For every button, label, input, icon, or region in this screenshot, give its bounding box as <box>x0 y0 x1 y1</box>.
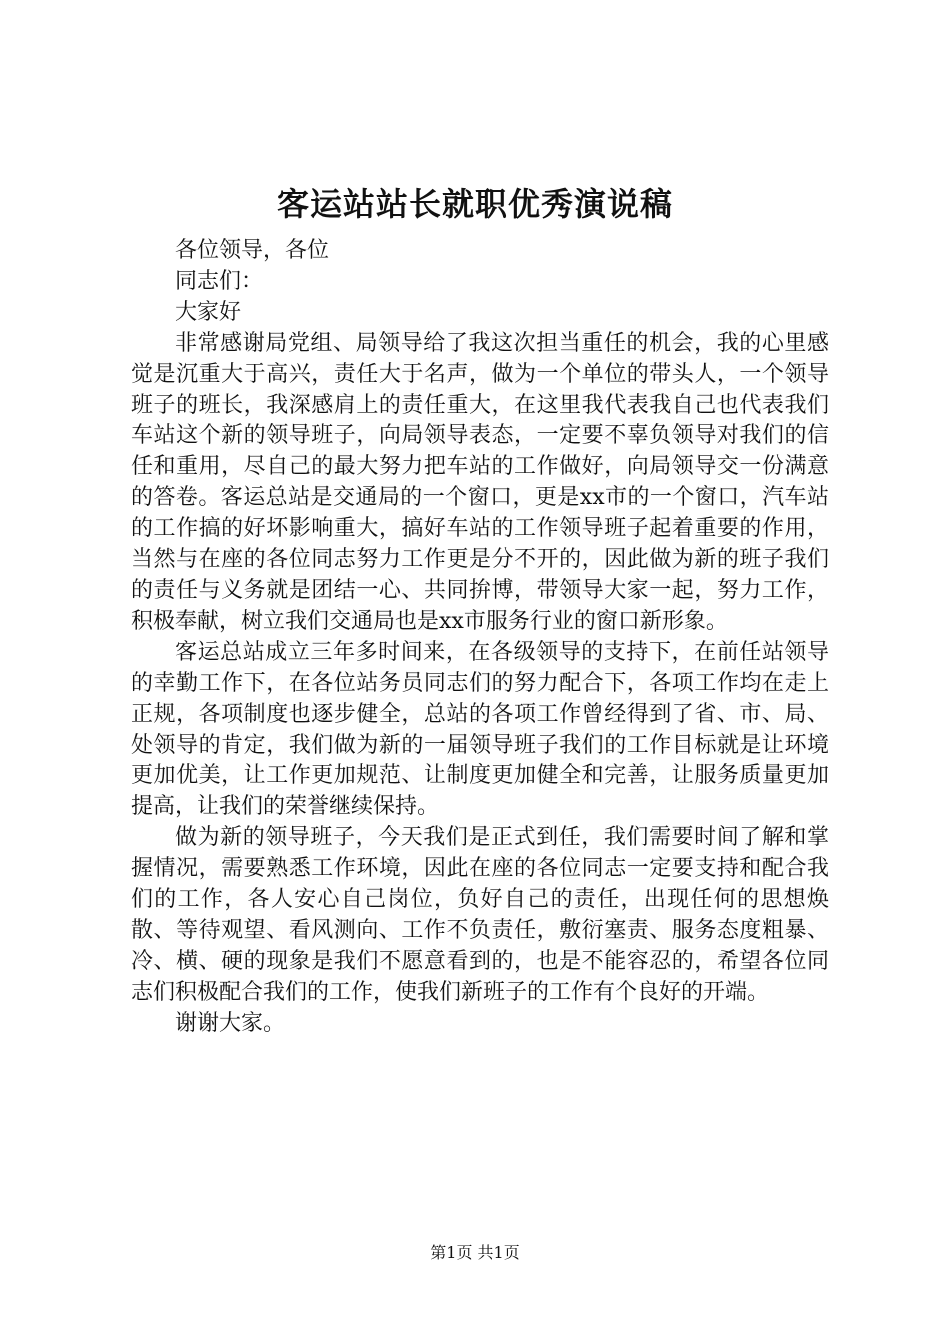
paragraph: 客运总站成立三年多时间来，在各级领导的支持下，在前任站领导的幸勤工作下，在各位站务员同志们的努力配合下，各项工作均在走上正规，各项制度也逐步健全，总站的各项工作曾经得到了省、市、局、处领导的肯定，我们做为新的一届领导班子我们的工作目标就是让环境更加优美，让工作更加规范、让制度更加健全和完善，让服务质量更加提高，让我们的荣誉继续保持。 <box>131 639 829 820</box>
document-body <box>131 236 829 1040</box>
paragraph: 做为新的领导班子，今天我们是正式到任，我们需要时间了解和掌握情况，需要熟悉工作环境，因此在座的各位同志一定要支持和配合我们的工作，各人安心自己岗位，负好自己的责任，出现任何的思想焕散、等待观望、看风测向、工作不负责任，敷衍塞责、服务态度粗暴、冷、横、硬的现象是我们不愿意看到的，也是不能容忍的，希望各位同志们积极配合我们的工作，使我们新班子的工作有个良好的开端。 <box>131 825 829 1005</box>
greeting-line: 大家好 <box>175 299 242 325</box>
paragraph: 非常感谢局党组、局领导给了我这次担当重任的机会，我的心里感觉是沉重大于高兴，责任大于名声，做为一个单位的带头人，一个领导班子的班长，我深感肩上的责任重大，在这里我代表我自己也代表我们车站这个新的领导班子，向局领导表态，一定要不辜负领导对我们的信任和重用，尽自己的最大努力把车站的工作做好，向局领导交一份满意的答卷。客运总站是交通局的一个窗口，更是xx市的一个窗口，汽车站的工作搞的好坏影响重大，搞好车站的工作领导班子起着重要的作用，当然与在座的各位同志努力工作更是分不开的，因此做为新的班子我们的责任与义务就是团结一心、共同拚博，带领导大家一起，努力工作，积极奉献，树立我们交通局也是xx市服务行业的窗口新形象。 <box>131 330 829 634</box>
page-footer: 第1页 共1页 <box>430 1243 520 1262</box>
document-title: 客运站站长就职优秀演说稿 <box>276 185 673 223</box>
salutation-line-1: 各位领导，各位 <box>175 238 330 263</box>
salutation-line-2: 同志们： <box>175 268 264 294</box>
closing-line: 谢谢大家。 <box>175 1010 286 1036</box>
